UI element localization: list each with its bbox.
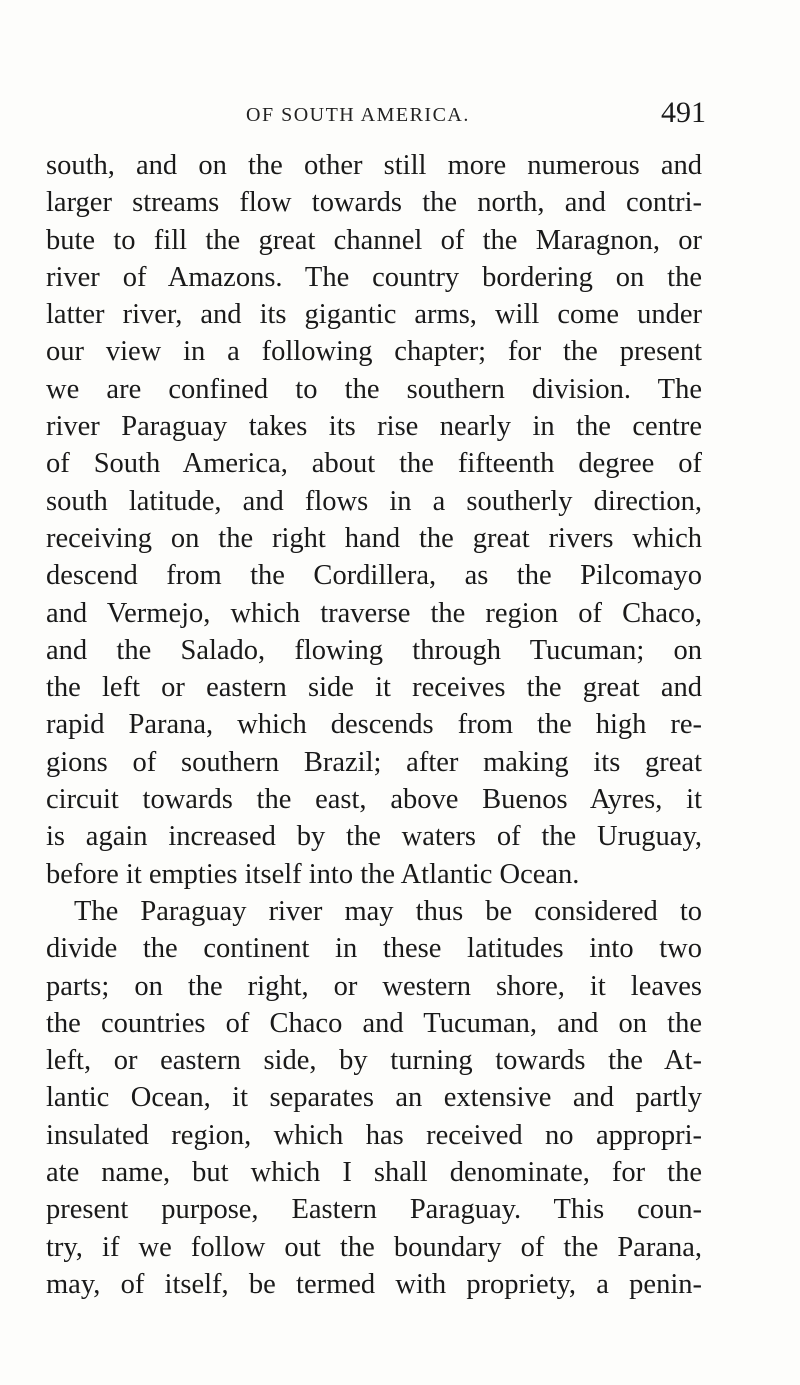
text-line: river Paraguay takes its rise nearly in the centre bbox=[46, 411, 702, 443]
running-head bbox=[46, 94, 706, 134]
text-line: and Vermejo, which traverse the region of Chaco, bbox=[46, 597, 702, 629]
text-line: divide the continent in these latitudes into two bbox=[46, 933, 702, 965]
text-line: we are confined to the southern division. The bbox=[46, 373, 702, 405]
text-line: parts; on the right, or western shore, it leaves bbox=[46, 970, 702, 1002]
text-line: river of Amazons. The country bordering on the bbox=[46, 261, 702, 293]
text-line: south latitude, and flows in a southerly direction, bbox=[46, 485, 702, 517]
text-line: gions of southern Brazil; after making its great bbox=[46, 746, 702, 778]
text-line: ate name, but which I shall denominate, for the bbox=[46, 1157, 702, 1189]
text-line: rapid Parana, which descends from the high re- bbox=[46, 709, 702, 741]
text-line: our view in a following chapter; for the present bbox=[46, 336, 702, 368]
text-line: insulated region, which has received no appropri- bbox=[46, 1119, 702, 1151]
text-line: The Paraguay river may thus be considered to bbox=[74, 895, 702, 927]
text-line: before it empties itself into the Atlantic Ocean. bbox=[46, 858, 580, 890]
text-line: and the Salado, flowing through Tucuman; on bbox=[46, 634, 702, 666]
text-line: lantic Ocean, it separates an extensive and partly bbox=[46, 1082, 702, 1114]
text-line: latter river, and its gigantic arms, will come under bbox=[46, 299, 702, 331]
text-line: of South America, about the fifteenth degree of bbox=[46, 448, 702, 480]
text-line: left, or eastern side, by turning towards the At- bbox=[46, 1045, 702, 1077]
text-line: is again increased by the waters of the Uruguay, bbox=[46, 821, 702, 853]
text-line: descend from the Cordillera, as the Pilcomayo bbox=[46, 560, 702, 592]
paragraph bbox=[46, 147, 702, 893]
page-number: 491 bbox=[661, 96, 706, 129]
body-text bbox=[46, 147, 702, 1303]
text-line: the left or eastern side it receives the great and bbox=[46, 672, 702, 704]
text-line: south, and on the other still more numerous and bbox=[46, 150, 702, 181]
text-line: circuit towards the east, above Buenos Ayres, it bbox=[46, 784, 702, 816]
text-line: bute to fill the great channel of the Maragnon, or bbox=[46, 224, 702, 256]
text-line: larger streams flow towards the north, and contri- bbox=[46, 187, 702, 219]
text-line: try, if we follow out the boundary of the Parana, bbox=[46, 1231, 702, 1263]
text-line: the countries of Chaco and Tucuman, and on the bbox=[46, 1007, 702, 1039]
text-line: present purpose, Eastern Paraguay. This coun- bbox=[46, 1194, 702, 1226]
running-title: OF SOUTH AMERICA. bbox=[246, 104, 470, 126]
text-line: receiving on the right hand the great rivers which bbox=[46, 522, 702, 554]
paragraph bbox=[46, 893, 702, 1303]
text-line: may, of itself, be termed with propriety, a penin- bbox=[46, 1268, 702, 1300]
